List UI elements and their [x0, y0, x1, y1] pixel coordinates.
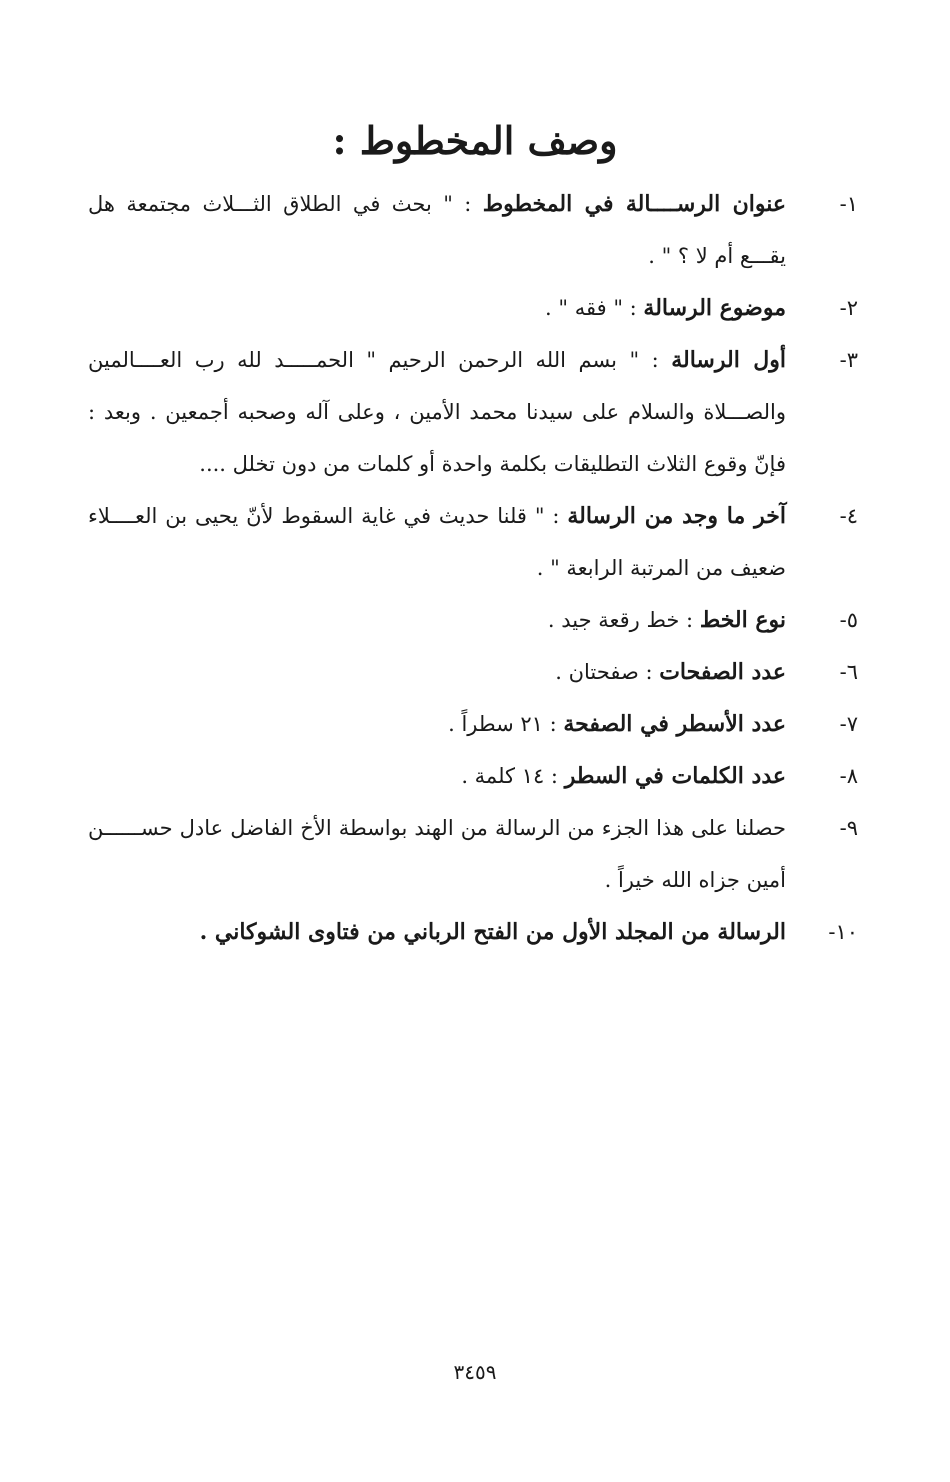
list-item [88, 594, 858, 646]
item-number: ٤- [839, 504, 858, 528]
list-item [88, 282, 858, 334]
page-number: ٣٤٥٩ [453, 1360, 497, 1384]
description-list [88, 178, 858, 958]
item-label: عدد الصفحات [659, 659, 786, 685]
list-item [88, 490, 858, 594]
item-number: ١٠- [828, 920, 858, 944]
item-number: ٩- [839, 816, 858, 840]
item-number: ٨- [839, 764, 858, 788]
item-label: عدد الكلمات في السطر [564, 763, 786, 789]
item-label: عدد الأسطر في الصفحة [563, 711, 786, 737]
item-content [88, 504, 786, 580]
item-text: : خط رقعة جيد . [547, 608, 700, 632]
page-title: وصف المخطوط : [332, 118, 618, 163]
item-number: ١- [839, 192, 858, 216]
list-item [88, 750, 858, 802]
item-text: : صفحتان . [555, 660, 660, 684]
item-text: حصلنا على هذا الجزء من الرسالة من الهند بواسطة الأخ الفاضل عادل حســــــن أمين جزاه الله خيراً . [88, 816, 786, 892]
item-label: أول الرسالة [671, 347, 786, 373]
item-content [88, 192, 786, 268]
list-item [88, 802, 858, 906]
item-content [448, 712, 786, 736]
list-item [88, 646, 858, 698]
item-text: : " فقه " . [545, 296, 644, 320]
item-number: ٢- [839, 296, 858, 320]
item-number: ٦- [839, 660, 858, 684]
item-content [548, 608, 786, 632]
item-text: : " بحث في الطلاق الثـــلاث مجتمعة هل يقـــع أم لا ؟ " . [88, 192, 786, 268]
list-item [88, 334, 858, 490]
item-number: ٣- [839, 348, 858, 372]
item-content [200, 919, 786, 945]
item-text: : " بسم الله الرحمن الرحيم " الحمـــــد لله رب العــــالمين والصـــلاة والسلام على سيدنا محمد الأمين ، وعلى آله وصحبه أجمعين . وبعد : فإنّ وقوع الثلاث التطليقات بكلمة واحدة أو كلمات من دون تخلل .... [88, 348, 786, 476]
item-label: نوع الخط [699, 607, 786, 633]
item-label: آخر ما وجد من الرسالة [567, 503, 787, 529]
list-item [88, 178, 858, 282]
item-text: : ٢١ سطراً . [448, 712, 564, 736]
item-label: عنوان الرســــالة في المخطوط [482, 191, 786, 217]
item-text: : " قلنا حديث في غاية السقوط لأنّ يحيى بن العــــلاء ضعيف من المرتبة الرابعة " . [88, 504, 786, 580]
item-text: الرسالة من المجلد الأول من الفتح الرباني من فتاوى الشوكاني . [199, 919, 786, 945]
item-text: : ١٤ كلمة . [461, 764, 565, 788]
item-content [88, 348, 786, 476]
list-item [88, 906, 858, 958]
item-label: موضوع الرسالة [643, 295, 786, 321]
list-item [88, 698, 858, 750]
item-content [545, 296, 786, 320]
item-content [555, 660, 786, 684]
item-content [88, 816, 786, 892]
item-number: ٧- [839, 712, 858, 736]
item-content [461, 764, 786, 788]
item-number: ٥- [839, 608, 858, 632]
